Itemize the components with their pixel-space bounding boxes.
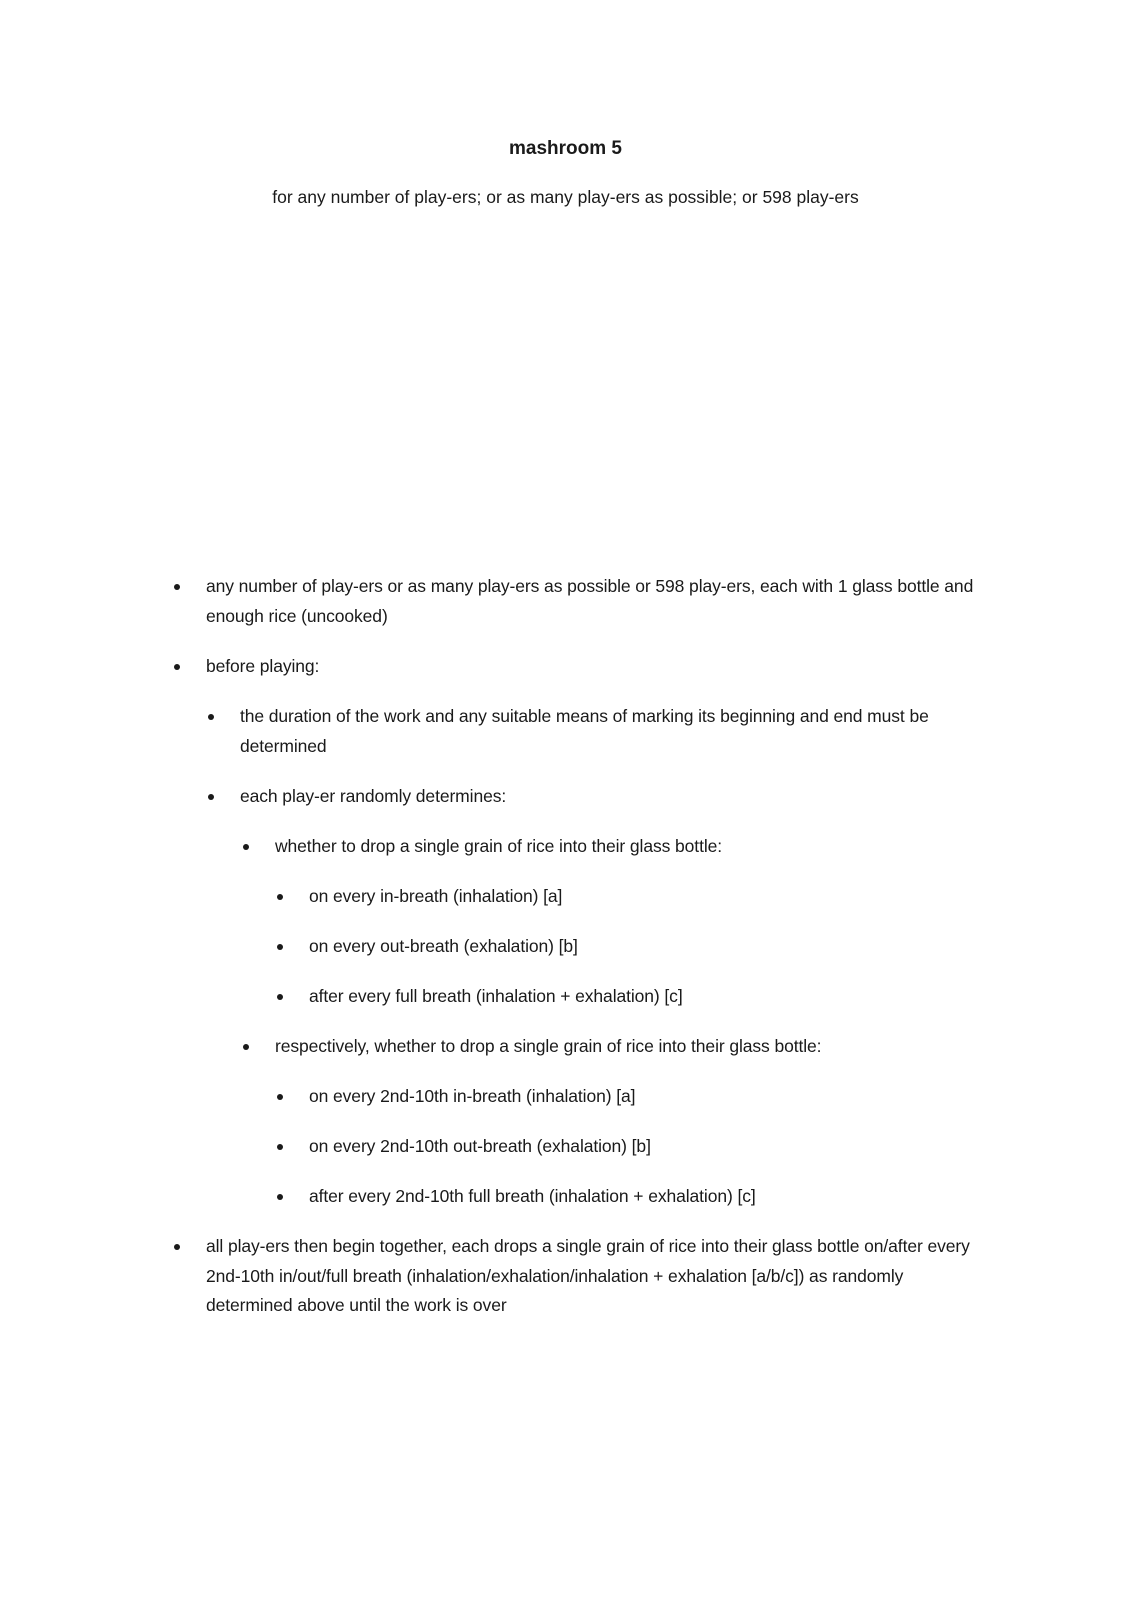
bullet-icon — [174, 664, 180, 670]
page-subtitle: for any number of play-ers; or as many play-ers as possible; or 598 play-ers — [272, 187, 859, 207]
list-item: all play-ers then begin together, each drops a single grain of rice into their glass bottle on/after every 2nd-10th in/out/full breath (inhalation/exhalation/inhalation + exhalation [a/b/c]) as randomly determined above until the work is over — [206, 1236, 970, 1315]
bullet-icon — [277, 894, 283, 900]
bullet-icon — [277, 944, 283, 950]
bullet-icon — [208, 794, 214, 800]
bullet-icon — [277, 994, 283, 1000]
bullet-icon — [208, 714, 214, 720]
bullet-icon — [277, 1194, 283, 1200]
list-item: respectively, whether to drop a single grain of rice into their glass bottle: — [275, 1036, 822, 1056]
list-item: after every full breath (inhalation + exhalation) [c] — [309, 986, 683, 1006]
list-item: whether to drop a single grain of rice into their glass bottle: — [275, 836, 723, 856]
list-item: on every 2nd-10th out-breath (exhalation) [b] — [309, 1136, 651, 1156]
bullet-icon — [243, 844, 249, 850]
bullet-icon — [174, 1244, 180, 1250]
bullet-icon — [243, 1044, 249, 1050]
list-item: each play-er randomly determines: — [240, 786, 507, 806]
list-item: the duration of the work and any suitable means of marking its beginning and end must be determined — [240, 706, 929, 756]
list-item: before playing: — [206, 656, 320, 676]
bullet-icon — [174, 584, 180, 590]
bullet-icon — [277, 1094, 283, 1100]
bullet-icon — [277, 1144, 283, 1150]
list-item: on every out-breath (exhalation) [b] — [309, 936, 578, 956]
page-title: mashroom 5 — [509, 138, 622, 159]
list-item: on every in-breath (inhalation) [a] — [309, 886, 563, 906]
list-item: any number of play-ers or as many play-ers as possible or 598 play-ers, each with 1 glass bottle and enough rice (uncooked) — [206, 576, 974, 626]
list-item: after every 2nd-10th full breath (inhalation + exhalation) [c] — [309, 1186, 756, 1206]
list-item: on every 2nd-10th in-breath (inhalation) [a] — [309, 1086, 636, 1106]
